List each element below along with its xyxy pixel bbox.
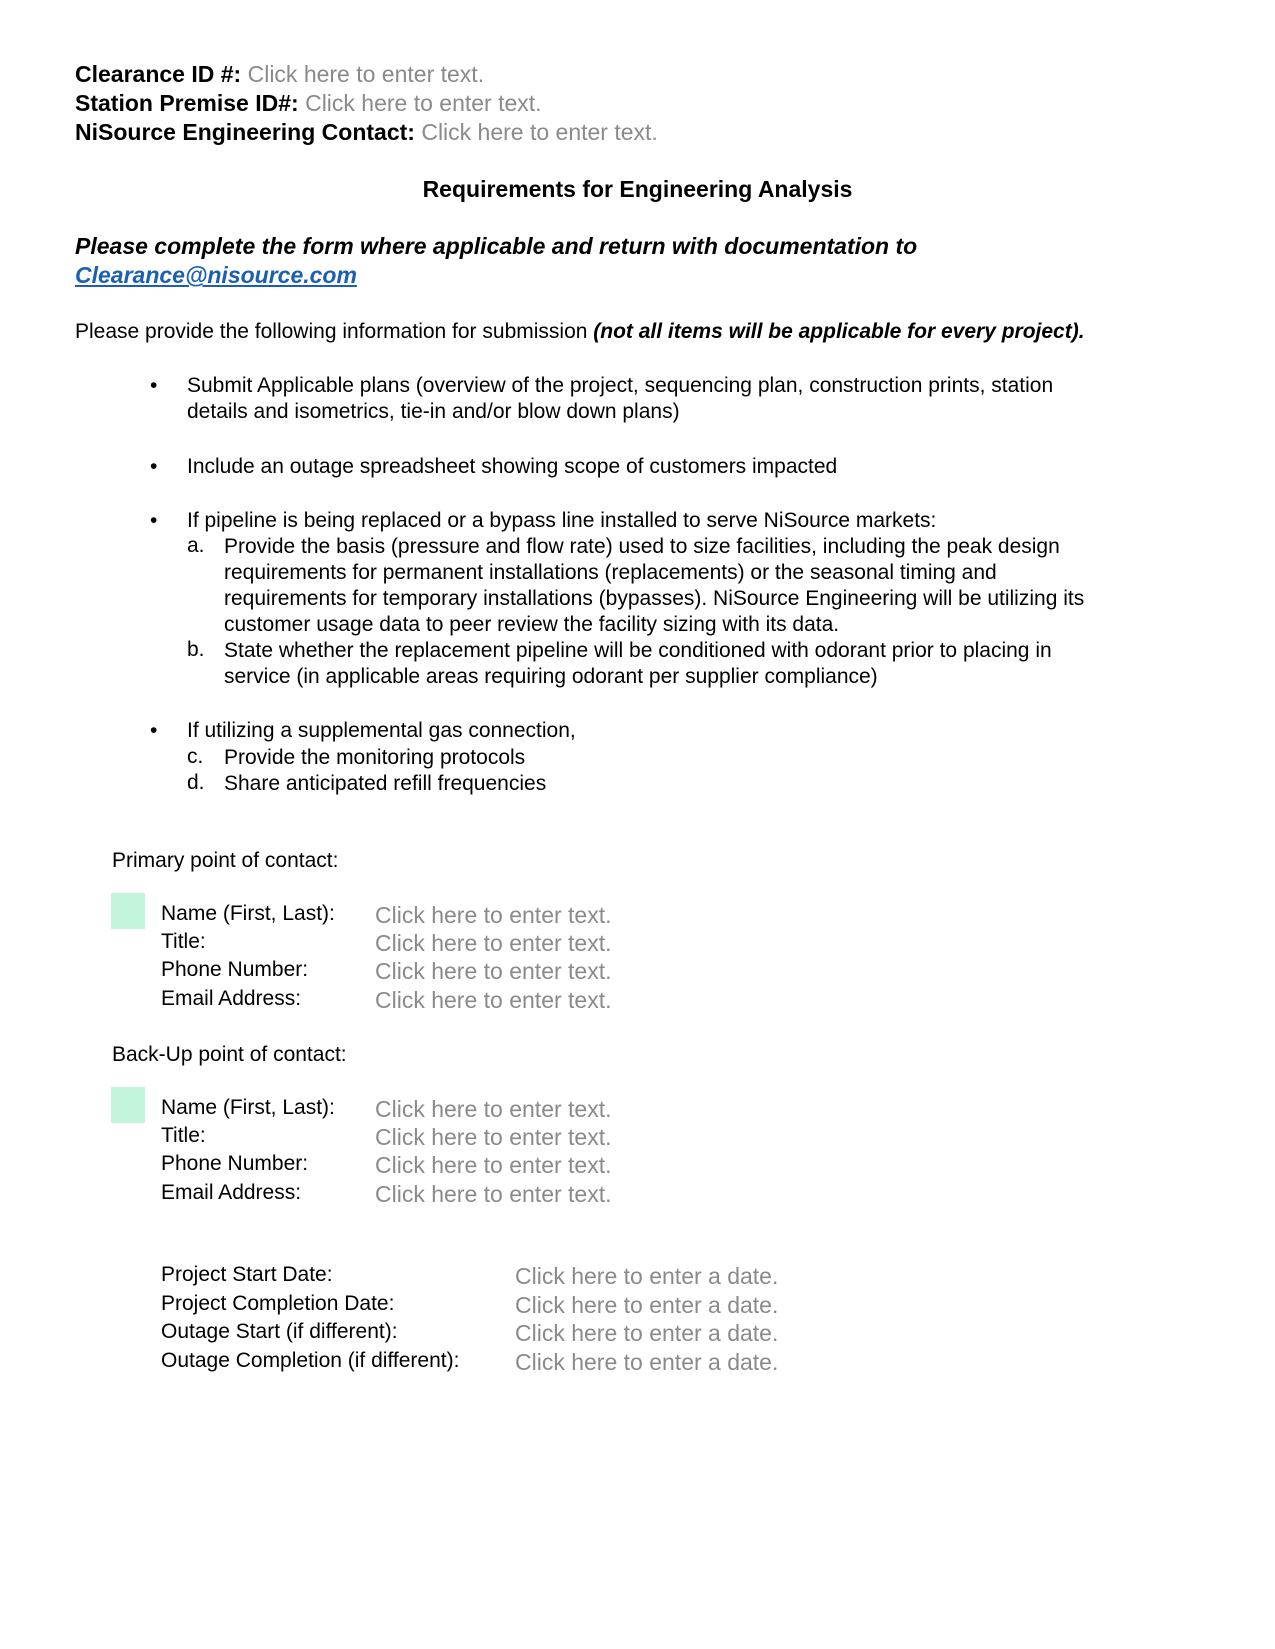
intro-paragraph	[75, 320, 1085, 344]
instruction-text: Please complete the form where applicable and return with documentation to	[75, 233, 918, 259]
bullet-dot: •	[150, 374, 158, 397]
sub-item-b-line-2: service (in applicable areas requiring odorant per supplier compliance)	[224, 665, 878, 688]
outage-completion-label: Outage Completion (if different):	[161, 1349, 460, 1372]
project-completion-date-input[interactable]: Click here to enter a date.	[515, 1292, 779, 1318]
bullet-2-line-1: Include an outage spreadsheet showing scope of customers impacted	[187, 455, 838, 478]
project-start-date-label: Project Start Date:	[161, 1263, 333, 1286]
bullet-1-line-1: Submit Applicable plans (overview of the project, sequencing plan, construction prints, station	[187, 374, 1054, 397]
primary-phone-label: Phone Number:	[161, 958, 309, 981]
primary-name-label: Name (First, Last):	[161, 902, 335, 925]
primary-email-label: Email Address:	[161, 987, 302, 1010]
outage-start-input[interactable]: Click here to enter a date.	[515, 1320, 779, 1346]
backup-contact-heading: Back-Up point of contact:	[112, 1043, 347, 1066]
backup-phone-input[interactable]: Click here to enter text.	[375, 1152, 612, 1178]
clearance-id-label: Clearance ID #:	[75, 61, 242, 87]
engineering-contact-row	[75, 118, 658, 147]
sub-item-marker: c.	[187, 745, 204, 768]
intro-emphasis: (not all items will be applicable for every project).	[593, 320, 1085, 343]
backup-name-input[interactable]: Click here to enter text.	[375, 1096, 612, 1122]
project-start-date-input[interactable]: Click here to enter a date.	[515, 1263, 779, 1289]
primary-title-label: Title:	[161, 930, 206, 953]
instruction-email-row	[75, 262, 357, 289]
clearance-id-row	[75, 60, 484, 89]
page-title: Requirements for Engineering Analysis	[422, 176, 853, 202]
bullet-1-line-2: details and isometrics, tie-in and/or blow down plans)	[187, 400, 680, 423]
backup-email-label: Email Address:	[161, 1181, 302, 1204]
sub-item-a-line-2: requirements for permanent installations (replacements) or the seasonal timing and	[224, 561, 997, 584]
sub-item-b-line-1: State whether the replacement pipeline will be conditioned with odorant prior to placing in	[224, 639, 1052, 662]
backup-phone-label: Phone Number:	[161, 1152, 309, 1175]
backup-title-label: Title:	[161, 1124, 206, 1147]
bullet-dot: •	[150, 719, 158, 742]
outage-completion-input[interactable]: Click here to enter a date.	[515, 1349, 779, 1375]
project-completion-date-label: Project Completion Date:	[161, 1292, 395, 1315]
sub-item-marker: b.	[187, 638, 205, 661]
clearance-id-input[interactable]: Click here to enter text.	[247, 61, 485, 87]
sub-item-a-line-1: Provide the basis (pressure and flow rate) used to size facilities, including the peak design	[224, 535, 1060, 558]
primary-email-input[interactable]: Click here to enter text.	[375, 987, 612, 1013]
primary-contact-heading: Primary point of contact:	[112, 849, 339, 872]
field-marker	[111, 1087, 145, 1123]
primary-phone-input[interactable]: Click here to enter text.	[375, 958, 612, 984]
intro-text: Please provide the following information for submission	[75, 320, 594, 343]
primary-title-input[interactable]: Click here to enter text.	[375, 930, 612, 956]
backup-title-input[interactable]: Click here to enter text.	[375, 1124, 612, 1150]
bullet-dot: •	[150, 509, 158, 532]
bullet-dot: •	[150, 455, 158, 478]
station-premise-id-row	[75, 89, 542, 118]
engineering-contact-label: NiSource Engineering Contact:	[75, 119, 415, 145]
outage-start-label: Outage Start (if different):	[161, 1320, 398, 1343]
field-marker	[111, 893, 145, 929]
primary-name-input[interactable]: Click here to enter text.	[375, 902, 612, 928]
station-premise-id-input[interactable]: Click here to enter text.	[305, 90, 542, 116]
sub-item-a-line-4: customer usage data to peer review the facility sizing with its data.	[224, 613, 840, 636]
email-link[interactable]: Clearance@nisource.com	[75, 262, 357, 288]
sub-item-a-line-3: requirements for temporary installations (bypasses). NiSource Engineering will be utilizing its	[224, 587, 1085, 610]
sub-item-d-text: Share anticipated refill frequencies	[224, 772, 547, 795]
bullet-4-line-1: If utilizing a supplemental gas connection,	[187, 719, 576, 742]
bullet-3-line-1: If pipeline is being replaced or a bypass line installed to serve NiSource markets:	[187, 509, 937, 532]
station-premise-id-label: Station Premise ID#:	[75, 90, 299, 116]
engineering-contact-input[interactable]: Click here to enter text.	[421, 119, 658, 145]
sub-item-marker: d.	[187, 771, 205, 794]
sub-item-marker: a.	[187, 534, 205, 557]
backup-name-label: Name (First, Last):	[161, 1096, 335, 1119]
sub-item-c-text: Provide the monitoring protocols	[224, 746, 526, 769]
backup-email-input[interactable]: Click here to enter text.	[375, 1181, 612, 1207]
